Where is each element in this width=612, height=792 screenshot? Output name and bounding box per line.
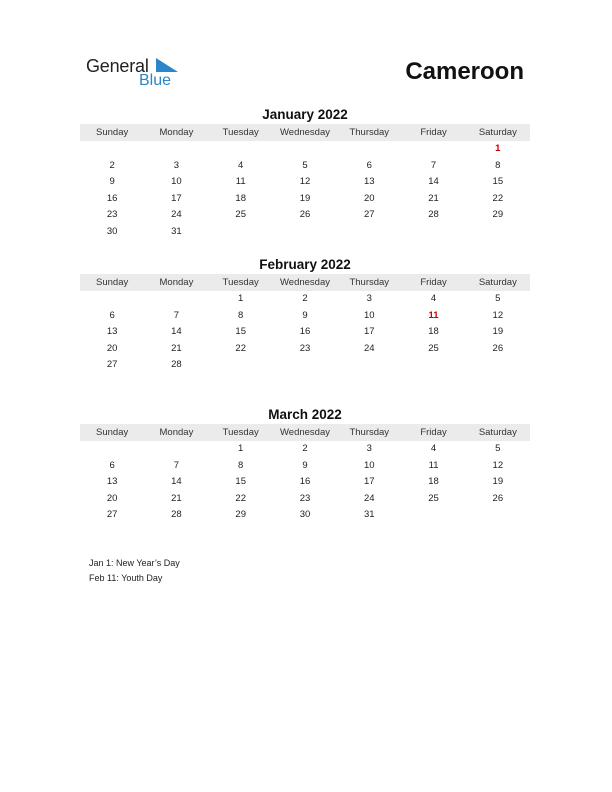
weekday-label: Saturday <box>478 277 517 288</box>
day-cell: 2 <box>302 443 308 454</box>
weekday-label: Monday <box>159 427 194 438</box>
day-cell: 18 <box>428 476 439 488</box>
day-cell: 7 <box>173 459 180 471</box>
day-cell: 19 <box>492 476 504 488</box>
empty-day-cell <box>209 141 273 158</box>
weekday-label: Tuesday <box>222 127 259 138</box>
weekday-header-row <box>80 124 530 141</box>
day-cell: 30 <box>299 509 311 521</box>
empty-day-cell <box>337 141 401 158</box>
day-cell: 18 <box>428 326 439 338</box>
day-cell: 6 <box>109 309 115 321</box>
weekday-label: Tuesday <box>222 427 259 438</box>
day-cell: 7 <box>173 309 180 321</box>
day-cell: 14 <box>171 476 182 488</box>
week-row <box>80 507 530 524</box>
weekday-label: Wednesday <box>279 127 330 138</box>
weekday-label: Saturday <box>478 427 517 438</box>
empty-day-cell <box>144 441 208 458</box>
day-cell: 5 <box>495 293 501 304</box>
empty-day-cell <box>401 224 465 241</box>
week-row <box>80 174 530 191</box>
week-row <box>80 324 530 341</box>
day-cell: 19 <box>492 326 504 338</box>
holiday-day-cell: 11 <box>428 309 439 321</box>
day-cell: 24 <box>363 492 375 504</box>
logo-text-blue: Blue <box>139 72 172 89</box>
day-cell: 22 <box>235 492 246 504</box>
day-cell: 14 <box>428 176 439 188</box>
weekday-label: Sunday <box>96 427 129 438</box>
day-cell: 31 <box>363 509 375 521</box>
day-cell: 4 <box>430 293 437 304</box>
day-cell: 28 <box>171 359 182 371</box>
day-cell: 21 <box>171 342 182 354</box>
weekday-label: Monday <box>159 277 194 288</box>
month-title: January 2022 <box>262 107 348 122</box>
week-row <box>80 357 530 374</box>
day-cell: 5 <box>302 159 308 171</box>
day-cell: 22 <box>235 342 246 354</box>
empty-day-cell <box>80 141 144 158</box>
month-march <box>80 406 530 524</box>
day-cell: 16 <box>299 326 311 338</box>
day-cell: 13 <box>106 476 118 488</box>
day-cell: 13 <box>106 326 118 338</box>
weekday-label: Tuesday <box>222 277 259 288</box>
day-cell: 2 <box>109 159 115 171</box>
day-cell: 19 <box>299 192 311 204</box>
weekday-label: Thursday <box>349 127 390 138</box>
empty-day-cell <box>209 357 273 374</box>
day-cell: 17 <box>363 326 375 338</box>
empty-day-cell <box>273 224 337 241</box>
week-row <box>80 191 530 208</box>
month-title: March 2022 <box>268 407 342 422</box>
day-cell: 29 <box>492 209 504 221</box>
day-cell: 26 <box>492 342 504 354</box>
week-row <box>80 207 530 224</box>
empty-day-cell <box>401 357 465 374</box>
day-cell: 7 <box>430 159 437 171</box>
day-cell: 1 <box>238 293 244 304</box>
day-cell: 27 <box>106 509 118 521</box>
week-row <box>80 441 530 458</box>
day-cell: 21 <box>171 492 182 504</box>
empty-day-cell <box>337 224 401 241</box>
week-row <box>80 458 530 475</box>
day-cell: 29 <box>235 509 246 521</box>
week-row <box>80 308 530 325</box>
day-cell: 25 <box>428 342 439 354</box>
week-row <box>80 291 530 308</box>
day-cell: 28 <box>428 209 439 221</box>
day-cell: 22 <box>492 192 504 204</box>
day-cell: 13 <box>363 176 375 188</box>
day-cell: 16 <box>299 476 311 488</box>
weekday-label: Thursday <box>349 277 390 288</box>
day-cell: 25 <box>235 209 246 221</box>
weekday-header-row <box>80 274 530 291</box>
week-row <box>80 341 530 358</box>
day-cell: 23 <box>299 342 311 354</box>
empty-day-cell <box>209 224 273 241</box>
weekday-label: Wednesday <box>279 427 330 438</box>
week-row <box>80 224 530 241</box>
day-cell: 26 <box>492 492 504 504</box>
day-cell: 20 <box>106 342 118 354</box>
weekday-label: Saturday <box>478 127 517 138</box>
empty-day-cell <box>80 291 144 308</box>
logo-flag-icon <box>156 58 178 72</box>
empty-day-cell <box>273 141 337 158</box>
day-cell: 23 <box>106 209 118 221</box>
country-title: Cameroon <box>405 58 524 85</box>
day-cell: 2 <box>302 293 308 304</box>
holiday-day-cell: 1 <box>495 143 501 154</box>
day-cell: 6 <box>109 459 115 471</box>
day-cell: 9 <box>302 309 308 321</box>
empty-day-cell <box>401 141 465 158</box>
day-cell: 4 <box>430 443 437 454</box>
day-cell: 11 <box>428 459 439 471</box>
day-cell: 4 <box>238 159 244 171</box>
day-cell: 15 <box>492 176 504 188</box>
day-cell: 23 <box>299 492 311 504</box>
day-cell: 3 <box>173 159 180 171</box>
weekday-label: Wednesday <box>279 277 330 288</box>
weekday-label: Sunday <box>96 277 129 288</box>
weekday-label: Friday <box>420 427 447 438</box>
weekday-label: Friday <box>420 127 447 138</box>
day-cell: 10 <box>363 459 375 471</box>
day-cell: 16 <box>106 192 118 204</box>
day-cell: 20 <box>363 192 375 204</box>
day-cell: 21 <box>428 192 439 204</box>
month-january <box>80 106 530 241</box>
day-cell: 10 <box>363 309 375 321</box>
day-cell: 8 <box>238 309 244 321</box>
day-cell: 24 <box>171 209 182 221</box>
weekday-label: Friday <box>420 277 447 288</box>
day-cell: 12 <box>299 176 311 188</box>
empty-day-cell <box>273 357 337 374</box>
day-cell: 26 <box>299 209 311 221</box>
month-february <box>80 256 530 374</box>
empty-day-cell <box>466 224 530 241</box>
day-cell: 11 <box>235 176 246 188</box>
day-cell: 20 <box>106 492 118 504</box>
day-cell: 8 <box>495 159 501 171</box>
day-cell: 9 <box>302 459 308 471</box>
empty-day-cell <box>80 441 144 458</box>
day-cell: 3 <box>366 443 372 454</box>
day-cell: 31 <box>171 225 182 237</box>
day-cell: 1 <box>238 443 244 454</box>
empty-day-cell <box>466 357 530 374</box>
brand-logo <box>86 56 186 92</box>
week-row <box>80 158 530 175</box>
day-cell: 15 <box>235 476 246 488</box>
holiday-notes <box>89 556 180 586</box>
holiday-note: Jan 1: New Year’s Day <box>89 558 180 568</box>
day-cell: 10 <box>171 176 182 188</box>
day-cell: 8 <box>238 459 244 471</box>
day-cell: 27 <box>363 209 375 221</box>
day-cell: 9 <box>109 176 115 188</box>
day-cell: 12 <box>492 459 504 471</box>
day-cell: 28 <box>171 509 182 521</box>
week-row <box>80 474 530 491</box>
empty-day-cell <box>144 291 208 308</box>
day-cell: 12 <box>492 309 504 321</box>
day-cell: 24 <box>363 342 375 354</box>
day-cell: 17 <box>363 476 375 488</box>
day-cell: 15 <box>235 326 246 338</box>
day-cell: 25 <box>428 492 439 504</box>
day-cell: 27 <box>106 359 118 371</box>
weekday-label: Monday <box>159 127 194 138</box>
holiday-note: Feb 11: Youth Day <box>89 573 163 583</box>
weekday-label: Sunday <box>96 127 129 138</box>
empty-day-cell <box>401 507 465 524</box>
day-cell: 14 <box>171 326 182 338</box>
day-cell: 6 <box>366 159 372 171</box>
weekday-header-row <box>80 424 530 441</box>
day-cell: 17 <box>171 192 182 204</box>
day-cell: 3 <box>366 293 372 304</box>
day-cell: 5 <box>495 443 501 454</box>
weekday-label: Thursday <box>349 427 390 438</box>
empty-day-cell <box>337 357 401 374</box>
day-cell: 18 <box>235 192 246 204</box>
day-cell: 30 <box>106 225 118 237</box>
empty-day-cell <box>466 507 530 524</box>
month-title: February 2022 <box>259 257 351 272</box>
week-row <box>80 491 530 508</box>
week-row <box>80 141 530 158</box>
empty-day-cell <box>144 141 208 158</box>
logo-text-general: General <box>86 56 149 76</box>
